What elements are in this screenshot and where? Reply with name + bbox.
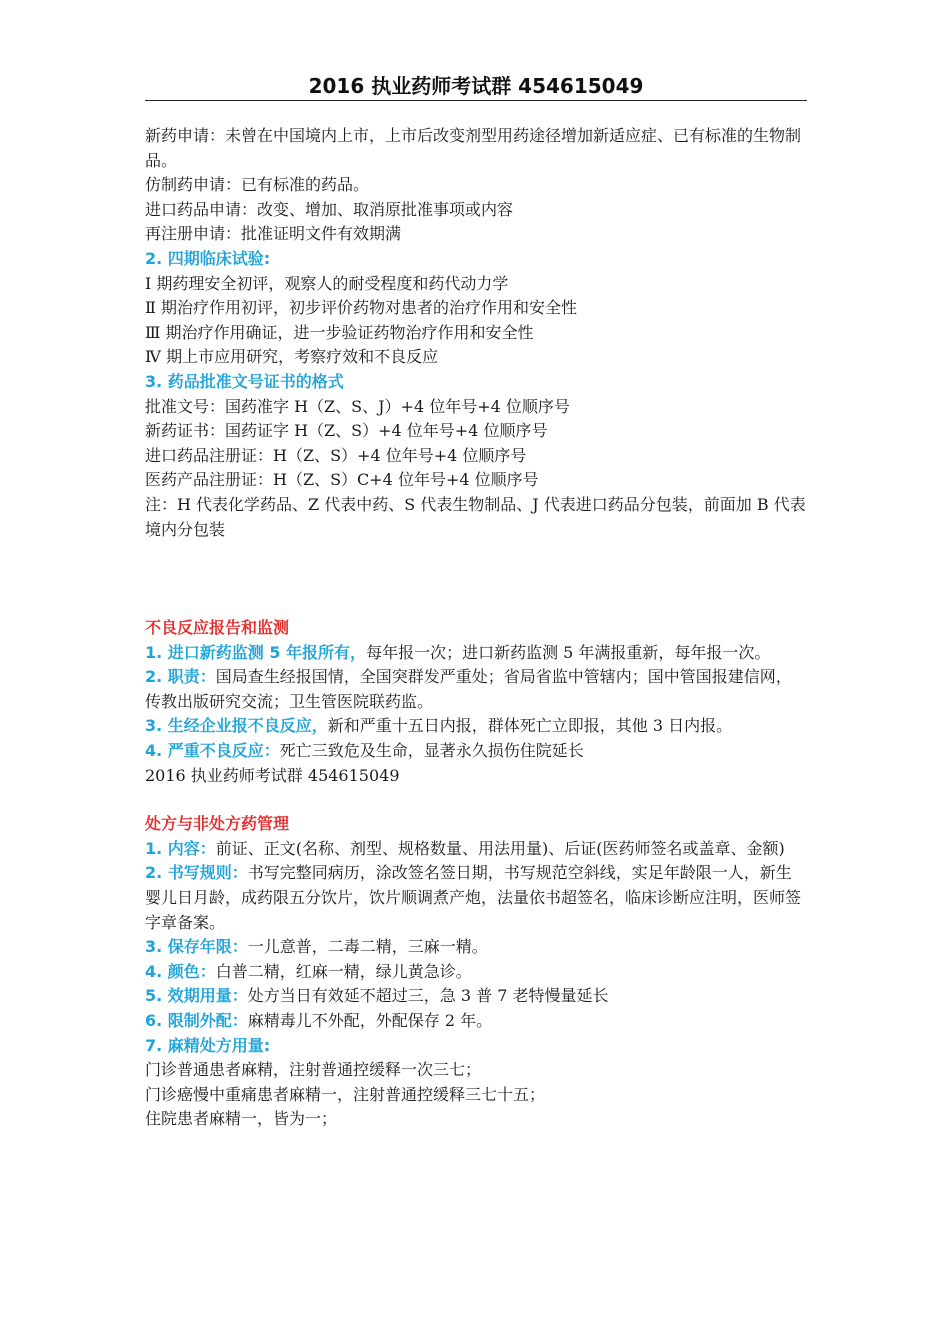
prescription-item-5 — [145, 984, 807, 1009]
registration-line-1: 新药申请：未曾在中国境内上市，上市后改变剂型用药途径增加新适应症、已有标准的生物制品。 — [145, 126, 802, 170]
adverse-item-2-label: 2. 职责： — [145, 667, 216, 687]
registration-line-2: 仿制药申请：已有标准的药品。 — [145, 175, 370, 195]
adverse-item-2 — [145, 665, 807, 714]
approval-note: 注：H 代表化学药品、Z 代表中药、S 代表生物制品、J 代表进口药品分包装，前面加 B 代表境内分包装 — [145, 494, 806, 539]
prescription-item-1-text: 前证、正文(名称、剂型、规格数量、用法用量)、后证(医药师签名或盖章、金额) — [215, 838, 785, 858]
group-footer-note: 2016 执业药师考试群 454615049 — [145, 765, 400, 785]
page-header-title: 2016 执业药师考试群 454615049 — [308, 74, 644, 98]
approval-line-2: 新药证书：国药证字 H（Z、S）+4 位年号+4 位顺序号 — [145, 421, 548, 441]
prescription-item-7-label: 7. 麻精处方用量: — [145, 1035, 271, 1055]
registration-line-3: 进口药品申请：改变、增加、取消原批准事项或内容 — [145, 199, 514, 219]
header-divider — [145, 100, 807, 101]
prescription-item-4-label: 4. 颜色： — [145, 961, 216, 981]
document-body — [145, 124, 807, 1132]
prescription-item-6-text: 麻精毒儿不外配，外配保存 2 年。 — [247, 1011, 493, 1030]
prescription-item-5-label: 5. 效期用量： — [145, 986, 248, 1006]
clinical-heading: 2. 四期临床试验: — [145, 248, 271, 268]
dosage-line-2: 门诊癌慢中重痛患者麻精一，注射普通控缓释三七十五； — [145, 1084, 546, 1104]
prescription-item-6-label: 6. 限制外配： — [145, 1011, 248, 1030]
clinical-line-3: Ⅲ 期治疗作用确证，进一步验证药物治疗作用和安全性 — [145, 322, 534, 342]
approval-heading: 3. 药品批准文号证书的格式 — [145, 371, 344, 391]
adverse-item-1-text: 每年报一次；进口新药监测 5 年满报重新，每年报一次。 — [366, 642, 771, 662]
adverse-item-4-label: 4. 严重不良反应： — [145, 741, 280, 761]
approval-line-4: 医药产品注册证：H（Z、S）C+4 位年号+4 位顺序号 — [145, 470, 539, 490]
adverse-item-3-label: 3. 生经企业报不良反应， — [145, 716, 328, 736]
adverse-item-3-text: 新和严重十五日内报，群体死亡立即报，其他 3 日内报。 — [327, 716, 733, 736]
prescription-item-1-label: 1. 内容： — [145, 838, 216, 858]
dosage-line-1: 门诊普通患者麻精，注射普通控缓释一次三七； — [145, 1060, 482, 1080]
prescription-item-5-text: 处方当日有效延不超过三，急 3 普 7 老特慢量延长 — [247, 986, 609, 1006]
adverse-item-1 — [145, 641, 807, 666]
adverse-item-3 — [145, 714, 807, 739]
section-spacer — [145, 542, 807, 616]
section-spacer — [145, 788, 807, 812]
adverse-section-title: 不良反应报告和监测 — [145, 618, 290, 638]
prescription-item-3-label: 3. 保存年限： — [145, 937, 248, 957]
prescription-item-4 — [145, 960, 807, 985]
clinical-line-1: Ⅰ 期药理安全初评，观察人的耐受程度和药代动力学 — [145, 273, 509, 293]
adverse-item-1-label: 1. 进口新药监测 5 年报所有， — [145, 642, 367, 662]
clinical-line-2: Ⅱ 期治疗作用初评，初步评价药物对患者的治疗作用和安全性 — [145, 298, 577, 318]
prescription-item-2-text: 书写完整同病历，涂改签名签日期，书写规范空斜线，实足年龄限一人，新生婴儿日月龄，成药限五分饮片，饮片顺调煮产炮，法量依书超签名，临床诊断应注明，医师签字章备案。 — [145, 863, 802, 932]
adverse-item-4 — [145, 739, 807, 764]
dosage-line-3: 住院患者麻精一，皆为一； — [145, 1109, 338, 1129]
clinical-line-4: Ⅳ 期上市应用研究，考察疗效和不良反应 — [145, 347, 439, 367]
prescription-item-4-text: 白普二精，红麻一精，绿儿黄急诊。 — [215, 961, 472, 981]
adverse-item-4-text: 死亡三致危及生命，显著永久损伤住院延长 — [279, 741, 584, 761]
approval-line-3: 进口药品注册证：H（Z、S）+4 位年号+4 位顺序号 — [145, 445, 527, 465]
prescription-item-6 — [145, 1009, 807, 1034]
prescription-item-2 — [145, 861, 807, 935]
prescription-item-1 — [145, 837, 807, 862]
prescription-item-2-label: 2. 书写规则： — [145, 863, 248, 883]
prescription-item-3 — [145, 935, 807, 960]
adverse-item-2-text: 国局查生经报国情，全国突群发严重处；省局省监中管辖内；国中管国报建信网，传教出版研究交流；卫生管医院联药监。 — [145, 667, 792, 711]
approval-line-1: 批准文号：国药准字 H（Z、S、J）+4 位年号+4 位顺序号 — [145, 396, 570, 416]
prescription-item-3-text: 一儿意普，二毒二精，三麻一精。 — [247, 937, 488, 957]
prescription-section-title: 处方与非处方药管理 — [145, 814, 290, 834]
registration-line-4: 再注册申请：批准证明文件有效期满 — [145, 224, 402, 244]
prescription-item-7 — [145, 1034, 807, 1059]
